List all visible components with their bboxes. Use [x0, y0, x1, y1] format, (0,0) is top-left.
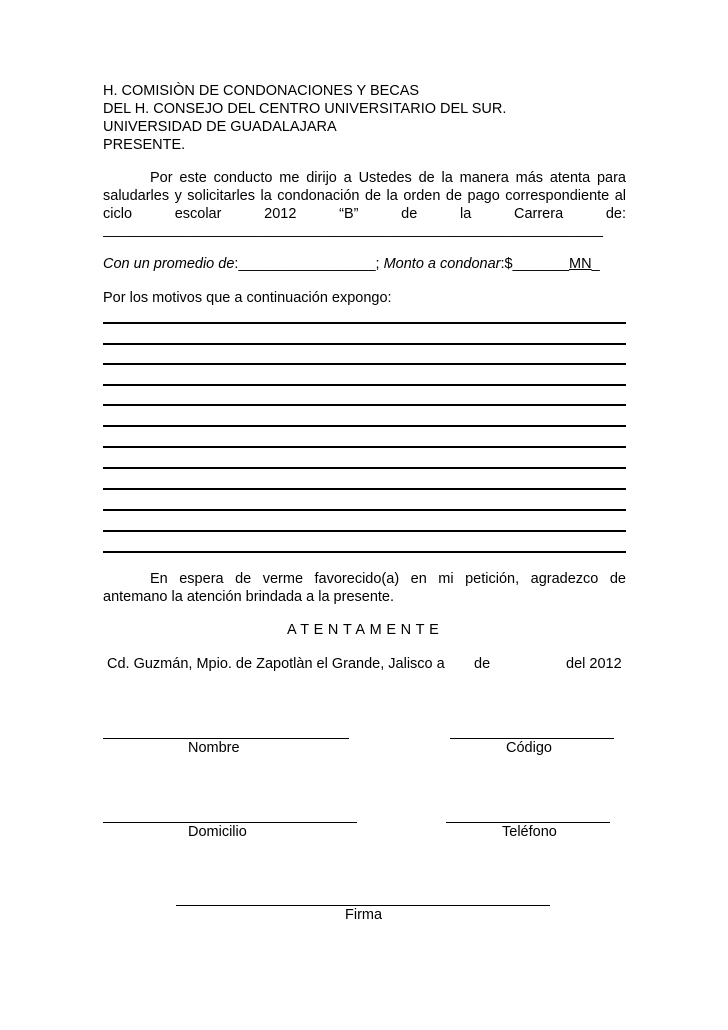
currency-label: MN	[569, 256, 592, 272]
nombre-label: Nombre	[188, 740, 240, 756]
domicilio-signature-line[interactable]	[103, 822, 357, 823]
amounts-line	[103, 256, 600, 272]
reason-writing-line[interactable]	[103, 551, 626, 553]
firma-signature-line[interactable]	[176, 905, 550, 906]
reason-writing-line[interactable]	[103, 467, 626, 469]
intro-line-3: ciclo escolar 2012 “B” de la Carrera de:	[103, 206, 626, 222]
place-text: Cd. Guzmán, Mpio. de Zapotlàn el Grande, Jalisco a	[107, 656, 445, 672]
reason-writing-line[interactable]	[103, 384, 626, 386]
reason-writing-line[interactable]	[103, 488, 626, 490]
reason-writing-line[interactable]	[103, 363, 626, 365]
promedio-blank[interactable]: _________________	[238, 256, 376, 272]
reasons-label: Por los motivos que a continuación expongo:	[103, 290, 392, 306]
intro-line-1: Por este conducto me dirijo a Ustedes de la manera más atenta para	[150, 170, 626, 186]
reason-writing-line[interactable]	[103, 404, 626, 406]
monto-blank[interactable]: _______	[512, 256, 570, 272]
intro-line-2: saludarles y solicitarles la condonación de la orden de pago correspondiente al	[103, 188, 626, 204]
addressee-line-4: PRESENTE.	[103, 137, 186, 153]
monto-label: Monto a condonar	[383, 256, 501, 272]
atentamente-heading: ATENTAMENTE	[287, 622, 444, 638]
addressee-line-1: H. COMISIÒN DE CONDONACIONES Y BECAS	[103, 83, 420, 99]
date-year-text: del 2012	[566, 656, 622, 672]
career-blank-line[interactable]: ______________________________________________________________	[103, 222, 603, 238]
closing-line-2: antemano la atención brindada a la presente.	[103, 589, 395, 605]
codigo-label: Código	[506, 740, 552, 756]
firma-label: Firma	[345, 907, 383, 923]
reason-writing-line[interactable]	[103, 425, 626, 427]
nombre-signature-line[interactable]	[103, 738, 349, 739]
promedio-label: Con un promedio de	[103, 256, 235, 272]
reason-writing-line[interactable]	[103, 509, 626, 511]
codigo-signature-line[interactable]	[450, 738, 614, 739]
telefono-signature-line[interactable]	[446, 822, 610, 823]
reason-writing-line[interactable]	[103, 530, 626, 532]
monto-prefix: :$	[500, 256, 513, 272]
reason-writing-line[interactable]	[103, 446, 626, 448]
amounts-separator: ;	[375, 256, 384, 272]
domicilio-label: Domicilio	[188, 824, 247, 840]
reason-writing-line[interactable]	[103, 322, 626, 324]
addressee-line-2: DEL H. CONSEJO DEL CENTRO UNIVERSITARIO DEL SUR.	[103, 101, 507, 117]
addressee-line-3: UNIVERSIDAD DE GUADALAJARA	[103, 119, 337, 135]
monto-trailing: _	[591, 256, 600, 272]
date-de-text: de	[474, 656, 491, 672]
reason-writing-line[interactable]	[103, 343, 626, 345]
promedio-colon: :	[234, 256, 239, 272]
telefono-label: Teléfono	[502, 824, 557, 840]
closing-line-1: En espera de verme favorecido(a) en mi petición, agradezco de	[150, 571, 626, 587]
